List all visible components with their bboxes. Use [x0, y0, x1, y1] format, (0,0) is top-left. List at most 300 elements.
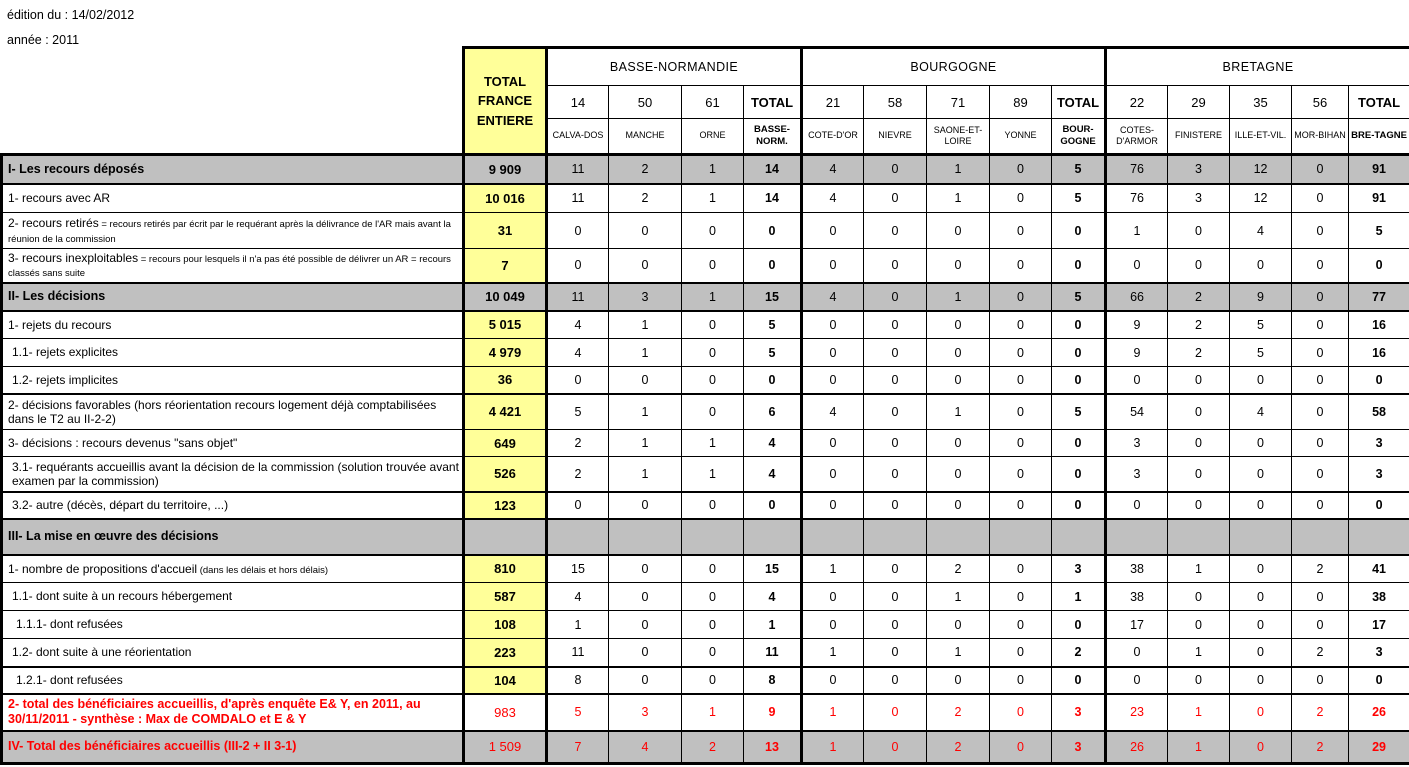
- data-cell: [864, 519, 927, 555]
- data-cell: 3: [1106, 457, 1168, 492]
- data-cell: 11: [547, 283, 609, 311]
- row-label: 1.2.1- dont refusées: [2, 667, 464, 694]
- data-cell: 23: [1106, 694, 1168, 731]
- data-cell: 1: [1168, 639, 1230, 667]
- data-cell: 3: [1106, 430, 1168, 457]
- data-cell: 0: [1168, 611, 1230, 639]
- data-cell: 0: [547, 213, 609, 249]
- data-cell: 0: [864, 430, 927, 457]
- row-label: 1.2- dont suite à une réorientation: [2, 639, 464, 667]
- data-cell: 0: [682, 367, 744, 394]
- data-cell: 38: [1106, 555, 1168, 583]
- data-cell: 5: [1052, 394, 1106, 430]
- data-cell: 0: [1230, 611, 1292, 639]
- data-cell: 5: [1349, 213, 1409, 249]
- total-france-cell: 9 909: [464, 155, 547, 184]
- data-cell: 4: [609, 731, 682, 764]
- data-cell: 0: [864, 367, 927, 394]
- total-france-cell: 649: [464, 430, 547, 457]
- data-cell: [990, 519, 1052, 555]
- dept-name-yonne: YONNE: [990, 119, 1052, 155]
- dept-code-29: 29: [1168, 86, 1230, 119]
- data-cell: 0: [864, 184, 927, 213]
- header-region-row: [2, 48, 1409, 86]
- region-header-bretagne: BRETAGNE: [1106, 48, 1409, 86]
- data-cell: 1: [609, 394, 682, 430]
- row-label: 1- rejets du recours: [2, 311, 464, 339]
- data-cell: 0: [682, 311, 744, 339]
- data-cell: 2: [1292, 731, 1349, 764]
- data-cell: 0: [802, 667, 864, 694]
- row-label: 3- décisions : recours devenus "sans objet": [2, 430, 464, 457]
- data-cell: 1: [609, 339, 682, 367]
- data-cell: 0: [927, 311, 990, 339]
- data-cell: 0: [682, 667, 744, 694]
- data-cell: [927, 519, 990, 555]
- dept-name-cote-dor: COTE-D'OR: [802, 119, 864, 155]
- table-row: [2, 492, 1409, 519]
- data-cell: 0: [864, 639, 927, 667]
- data-cell: [1106, 519, 1168, 555]
- data-cell: 0: [802, 311, 864, 339]
- data-cell: 0: [990, 667, 1052, 694]
- data-cell: 2: [1292, 555, 1349, 583]
- data-cell: 0: [990, 583, 1052, 611]
- data-cell: 2: [1168, 311, 1230, 339]
- total-france-cell: 10 049: [464, 283, 547, 311]
- data-cell: 0: [1106, 639, 1168, 667]
- dept-code-50: 50: [609, 86, 682, 119]
- data-cell: 3: [609, 283, 682, 311]
- data-cell: 11: [547, 155, 609, 184]
- data-cell: 1: [802, 555, 864, 583]
- data-cell: 0: [609, 367, 682, 394]
- data-cell: 1: [802, 731, 864, 764]
- data-cell: 0: [990, 457, 1052, 492]
- data-cell: 0: [990, 555, 1052, 583]
- data-cell: 0: [609, 667, 682, 694]
- dept-code-89: 89: [990, 86, 1052, 119]
- data-cell: 0: [802, 249, 864, 283]
- data-cell: 0: [1106, 249, 1168, 283]
- total-france-header: TOTAL FRANCE ENTIERE: [464, 48, 547, 155]
- data-cell: 0: [1168, 213, 1230, 249]
- table-row: [2, 430, 1409, 457]
- data-cell: 0: [802, 367, 864, 394]
- data-cell: 1: [1052, 583, 1106, 611]
- total-france-cell: 31: [464, 213, 547, 249]
- row-label: 1.1.1- dont refusées: [2, 611, 464, 639]
- region-header-bourgogne: BOURGOGNE: [802, 48, 1106, 86]
- dept-name-orne: ORNE: [682, 119, 744, 155]
- data-cell: 0: [1052, 339, 1106, 367]
- data-cell: 15: [744, 555, 802, 583]
- data-cell: 0: [1349, 667, 1409, 694]
- data-cell: 0: [1168, 667, 1230, 694]
- total-france-cell: 7: [464, 249, 547, 283]
- table-row: [2, 667, 1409, 694]
- total-france-cell: 104: [464, 667, 547, 694]
- data-cell: 26: [1106, 731, 1168, 764]
- data-cell: 4: [1230, 213, 1292, 249]
- data-cell: 0: [1230, 694, 1292, 731]
- edition-date-label: édition du : 14/02/2012: [7, 8, 135, 22]
- data-cell: 0: [1349, 249, 1409, 283]
- data-cell: 0: [864, 731, 927, 764]
- data-cell: 0: [744, 367, 802, 394]
- row-label: 3- recours inexploitables = recours pour lesquels il n'a pas été possible de délivrer un AR = recours classés sans suite: [2, 249, 464, 283]
- data-cell: 4: [547, 311, 609, 339]
- data-cell: 4: [802, 184, 864, 213]
- data-cell: 0: [1052, 457, 1106, 492]
- total-name-basse-normandie: BASSE-NORM.: [744, 119, 802, 155]
- data-cell: 5: [744, 311, 802, 339]
- data-cell: 0: [682, 213, 744, 249]
- data-cell: 0: [1168, 394, 1230, 430]
- data-cell: [1349, 519, 1409, 555]
- data-cell: 0: [1292, 155, 1349, 184]
- row-label: 1.1- rejets explicites: [2, 339, 464, 367]
- data-cell: 0: [1168, 583, 1230, 611]
- data-cell: 5: [1052, 184, 1106, 213]
- table-row: [2, 457, 1409, 492]
- data-cell: 0: [1230, 583, 1292, 611]
- data-cell: 2: [1292, 694, 1349, 731]
- data-cell: 54: [1106, 394, 1168, 430]
- data-cell: 0: [609, 249, 682, 283]
- data-cell: 0: [547, 492, 609, 519]
- data-cell: 0: [990, 213, 1052, 249]
- data-cell: 8: [547, 667, 609, 694]
- data-cell: 5: [547, 394, 609, 430]
- data-cell: 0: [1168, 249, 1230, 283]
- total-france-cell: 223: [464, 639, 547, 667]
- data-cell: 0: [927, 367, 990, 394]
- data-cell: 0: [1052, 667, 1106, 694]
- total-france-cell: 5 015: [464, 311, 547, 339]
- data-cell: 0: [1106, 367, 1168, 394]
- data-cell: 38: [1349, 583, 1409, 611]
- dept-name-finistere: FINISTERE: [1168, 119, 1230, 155]
- data-cell: [802, 519, 864, 555]
- data-cell: 1: [927, 394, 990, 430]
- data-cell: 0: [927, 339, 990, 367]
- data-cell: 26: [1349, 694, 1409, 731]
- data-cell: 2: [1168, 283, 1230, 311]
- data-cell: [682, 519, 744, 555]
- data-cell: 4: [547, 583, 609, 611]
- data-cell: 0: [864, 283, 927, 311]
- data-cell: 0: [990, 731, 1052, 764]
- data-cell: 0: [1052, 492, 1106, 519]
- data-cell: 0: [682, 492, 744, 519]
- data-cell: 0: [682, 249, 744, 283]
- data-cell: 9: [1106, 311, 1168, 339]
- table-row: [2, 339, 1409, 367]
- data-cell: 0: [990, 155, 1052, 184]
- data-cell: 0: [744, 492, 802, 519]
- row-label: 3.1- requérants accueillis avant la décision de la commission (solution trouvée avant examen par la commission): [2, 457, 464, 492]
- data-cell: 2: [1052, 639, 1106, 667]
- data-cell: 0: [802, 457, 864, 492]
- total-france-cell: 587: [464, 583, 547, 611]
- data-cell: 5: [1230, 311, 1292, 339]
- data-cell: 0: [1349, 492, 1409, 519]
- data-cell: 0: [682, 639, 744, 667]
- data-cell: 4: [1230, 394, 1292, 430]
- data-cell: 0: [990, 367, 1052, 394]
- data-cell: 3: [1168, 155, 1230, 184]
- data-cell: 0: [609, 555, 682, 583]
- total-france-cell: 4 421: [464, 394, 547, 430]
- data-cell: 16: [1349, 339, 1409, 367]
- data-cell: 0: [864, 667, 927, 694]
- dept-code-35: 35: [1230, 86, 1292, 119]
- data-cell: 0: [864, 611, 927, 639]
- data-cell: [744, 519, 802, 555]
- row-label: II- Les décisions: [2, 283, 464, 311]
- data-cell: 2: [609, 155, 682, 184]
- data-cell: [1292, 519, 1349, 555]
- data-cell: 0: [682, 611, 744, 639]
- data-cell: 5: [1230, 339, 1292, 367]
- table-row: [2, 731, 1409, 764]
- data-cell: 5: [547, 694, 609, 731]
- data-cell: 0: [1292, 457, 1349, 492]
- data-cell: 0: [864, 394, 927, 430]
- data-cell: 0: [1230, 367, 1292, 394]
- dept-code-14: 14: [547, 86, 609, 119]
- data-cell: 1: [1106, 213, 1168, 249]
- data-cell: 0: [1292, 213, 1349, 249]
- total-france-cell: 526: [464, 457, 547, 492]
- data-cell: 0: [990, 184, 1052, 213]
- data-cell: 0: [1052, 430, 1106, 457]
- total-france-cell: 10 016: [464, 184, 547, 213]
- data-cell: 0: [990, 694, 1052, 731]
- data-cell: 0: [1292, 249, 1349, 283]
- data-cell: 5: [1052, 283, 1106, 311]
- data-cell: 0: [864, 249, 927, 283]
- total-france-cell: 36: [464, 367, 547, 394]
- data-cell: 0: [1230, 667, 1292, 694]
- data-cell: 2: [1292, 639, 1349, 667]
- data-cell: 1: [1168, 731, 1230, 764]
- data-cell: 0: [864, 311, 927, 339]
- table-row: [2, 611, 1409, 639]
- data-cell: 0: [1230, 731, 1292, 764]
- data-cell: 29: [1349, 731, 1409, 764]
- row-label: 1.1- dont suite à un recours hébergement: [2, 583, 464, 611]
- data-cell: 0: [802, 611, 864, 639]
- row-label: 1.2- rejets implicites: [2, 367, 464, 394]
- data-cell: 4: [744, 457, 802, 492]
- data-cell: 1: [927, 184, 990, 213]
- data-cell: 1: [927, 583, 990, 611]
- data-cell: 4: [744, 430, 802, 457]
- total-france-cell: [464, 519, 547, 555]
- data-cell: 0: [927, 457, 990, 492]
- dept-code-22: 22: [1106, 86, 1168, 119]
- data-cell: 1: [682, 457, 744, 492]
- data-cell: 0: [547, 367, 609, 394]
- data-cell: 17: [1349, 611, 1409, 639]
- data-cell: 1: [682, 184, 744, 213]
- total-name-bretagne: BRE-TAGNE: [1349, 119, 1409, 155]
- data-cell: 14: [744, 155, 802, 184]
- data-cell: 0: [1292, 492, 1349, 519]
- data-cell: [547, 519, 609, 555]
- total-france-cell: 810: [464, 555, 547, 583]
- data-cell: 1: [547, 611, 609, 639]
- data-cell: 41: [1349, 555, 1409, 583]
- row-label: 2- total des bénéficiaires accueillis, d'après enquête E& Y, en 2011, au 30/11/2011 - synthèse : Max de COMDALO et E & Y: [2, 694, 464, 731]
- data-cell: 0: [927, 249, 990, 283]
- data-cell: 58: [1349, 394, 1409, 430]
- table-row: [2, 394, 1409, 430]
- table-row: [2, 555, 1409, 583]
- data-cell: 2: [1168, 339, 1230, 367]
- data-cell: [609, 519, 682, 555]
- data-cell: 0: [1052, 367, 1106, 394]
- data-cell: 0: [1230, 639, 1292, 667]
- data-cell: 0: [1106, 492, 1168, 519]
- data-cell: 0: [990, 249, 1052, 283]
- data-cell: 2: [682, 731, 744, 764]
- data-cell: 0: [1292, 283, 1349, 311]
- data-cell: 4: [802, 394, 864, 430]
- data-cell: 0: [927, 430, 990, 457]
- dept-code-21: 21: [802, 86, 864, 119]
- data-cell: 1: [609, 457, 682, 492]
- region-header-basse-normandie: BASSE-NORMANDIE: [547, 48, 802, 86]
- data-cell: [1052, 519, 1106, 555]
- data-cell: 0: [682, 394, 744, 430]
- data-cell: 2: [547, 457, 609, 492]
- data-cell: 0: [1230, 430, 1292, 457]
- data-cell: 3: [609, 694, 682, 731]
- data-cell: 3: [1052, 555, 1106, 583]
- data-cell: 0: [1292, 184, 1349, 213]
- data-cell: 0: [990, 394, 1052, 430]
- data-cell: 0: [864, 694, 927, 731]
- data-cell: 1: [682, 283, 744, 311]
- statistics-table: [0, 46, 1409, 765]
- data-cell: 0: [609, 611, 682, 639]
- data-cell: 2: [547, 430, 609, 457]
- data-cell: 3: [1349, 639, 1409, 667]
- data-cell: 1: [682, 155, 744, 184]
- data-cell: 14: [744, 184, 802, 213]
- data-cell: 0: [744, 213, 802, 249]
- data-cell: 77: [1349, 283, 1409, 311]
- data-cell: 12: [1230, 155, 1292, 184]
- data-cell: 1: [927, 639, 990, 667]
- data-cell: 0: [682, 583, 744, 611]
- data-cell: 0: [802, 339, 864, 367]
- total-name-bourgogne: BOUR-GOGNE: [1052, 119, 1106, 155]
- data-cell: 0: [864, 555, 927, 583]
- data-cell: 0: [1292, 667, 1349, 694]
- header-empty-corner: [2, 48, 464, 155]
- data-cell: 0: [547, 249, 609, 283]
- table-row: [2, 694, 1409, 731]
- data-cell: 4: [744, 583, 802, 611]
- table-row: [2, 519, 1409, 555]
- data-cell: 38: [1106, 583, 1168, 611]
- data-cell: 1: [802, 694, 864, 731]
- data-cell: 0: [609, 639, 682, 667]
- data-cell: 0: [802, 492, 864, 519]
- data-cell: 1: [682, 430, 744, 457]
- data-cell: 76: [1106, 155, 1168, 184]
- dept-code-71: 71: [927, 86, 990, 119]
- data-cell: 8: [744, 667, 802, 694]
- data-cell: 0: [1230, 249, 1292, 283]
- data-cell: 0: [990, 639, 1052, 667]
- total-code-bretagne: TOTAL: [1349, 86, 1409, 119]
- table-row: [2, 249, 1409, 283]
- data-cell: 12: [1230, 184, 1292, 213]
- data-cell: 0: [864, 213, 927, 249]
- row-label: III- La mise en œuvre des décisions: [2, 519, 464, 555]
- data-cell: 0: [802, 213, 864, 249]
- data-cell: 0: [1230, 492, 1292, 519]
- data-cell: 15: [547, 555, 609, 583]
- table-row: [2, 583, 1409, 611]
- data-cell: 0: [927, 611, 990, 639]
- table-row: [2, 184, 1409, 213]
- data-cell: 0: [1292, 430, 1349, 457]
- table-row: [2, 367, 1409, 394]
- dept-code-61: 61: [682, 86, 744, 119]
- data-cell: 91: [1349, 155, 1409, 184]
- data-cell: 0: [1292, 311, 1349, 339]
- data-cell: 0: [1292, 394, 1349, 430]
- row-label: 2- recours retirés = recours retirés par écrit par le requérant après la délivrance de l'AR mais avant la réunion de la commission: [2, 213, 464, 249]
- table-row: [2, 311, 1409, 339]
- table-row: [2, 283, 1409, 311]
- data-cell: 1: [609, 311, 682, 339]
- data-cell: 0: [1349, 367, 1409, 394]
- dept-name-cotes-darmor: COTES-D'ARMOR: [1106, 119, 1168, 155]
- data-cell: 0: [802, 583, 864, 611]
- dept-name-manche: MANCHE: [609, 119, 682, 155]
- table-row: [2, 155, 1409, 184]
- data-cell: 1: [682, 694, 744, 731]
- total-france-cell: 983: [464, 694, 547, 731]
- data-cell: 1: [744, 611, 802, 639]
- data-cell: 3: [1052, 694, 1106, 731]
- data-cell: 6: [744, 394, 802, 430]
- data-cell: 0: [990, 611, 1052, 639]
- dept-name-morbihan: MOR-BIHAN: [1292, 119, 1349, 155]
- total-france-cell: 123: [464, 492, 547, 519]
- total-france-cell: 4 979: [464, 339, 547, 367]
- data-cell: 16: [1349, 311, 1409, 339]
- data-cell: 0: [1052, 213, 1106, 249]
- data-cell: 66: [1106, 283, 1168, 311]
- total-france-cell: 1 509: [464, 731, 547, 764]
- data-cell: 0: [1106, 667, 1168, 694]
- data-cell: 0: [864, 339, 927, 367]
- total-code-bourgogne: TOTAL: [1052, 86, 1106, 119]
- data-cell: 0: [1168, 492, 1230, 519]
- data-cell: 3: [1168, 184, 1230, 213]
- data-cell: 5: [744, 339, 802, 367]
- data-cell: 0: [1052, 249, 1106, 283]
- data-cell: 91: [1349, 184, 1409, 213]
